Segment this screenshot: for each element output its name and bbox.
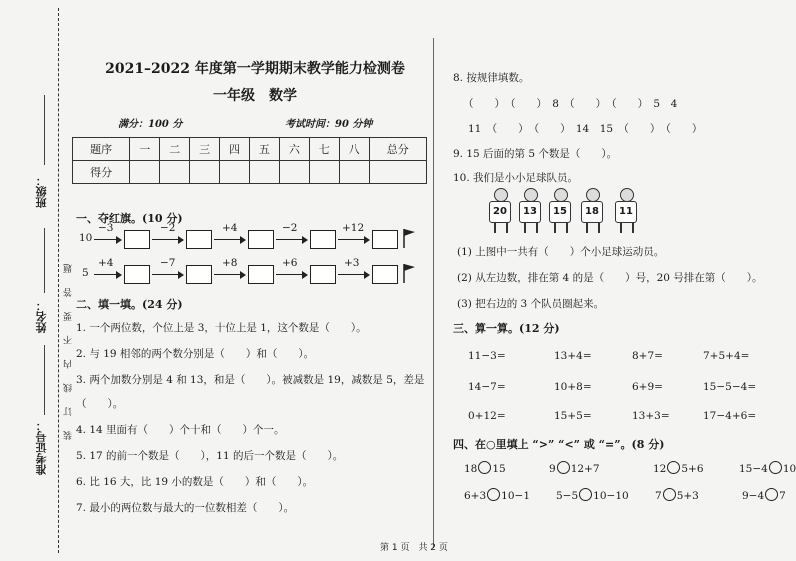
name-field[interactable] (44, 228, 45, 293)
score-row-label: 得分 (73, 161, 130, 184)
red-flag-icon (402, 228, 416, 248)
full-score: 满分：100 分 (118, 119, 183, 130)
compare-item (742, 488, 786, 502)
flag-chain-1 (76, 222, 426, 256)
player-figure (614, 188, 638, 234)
compare-item (464, 488, 530, 502)
exam-title: 2021–2022 年度第一学期期末教学能力检测卷 (105, 61, 405, 77)
calc-item: 6+9= (632, 381, 663, 393)
q10-part2: (2) 从左边数，排在第 4 的是（ ）号，20 号排在第（ ）。 (457, 272, 763, 284)
compare-left: 6+3 (464, 490, 487, 502)
fill-question: 6. 比 16 大，比 19 小的数是（ ）和（ ）。 (76, 476, 314, 488)
score-table-header-row (73, 138, 427, 161)
compare-right: 12+7 (570, 463, 600, 475)
chain2-op: +3 (344, 257, 360, 269)
compare-item (464, 461, 506, 475)
compare-circle[interactable] (765, 488, 778, 501)
exam-subtitle: 一年级 数学 (213, 88, 297, 104)
section1-title: 一、夺红旗。(10 分) (76, 212, 183, 225)
fill-question: （ ）。 (76, 398, 124, 410)
seal-notice: 装 订 线 内 不 要 答 题 (64, 257, 74, 440)
answer-box[interactable] (372, 265, 398, 284)
arrow-icon (152, 274, 182, 275)
score-header-cell: 总分 (369, 138, 426, 161)
answer-box[interactable] (310, 265, 336, 284)
player-number: 15 (549, 201, 571, 223)
compare-circle[interactable] (579, 488, 592, 501)
arrow-icon (214, 274, 244, 275)
compare-right: 10−10 (593, 490, 629, 502)
calc-item: 14−7= (468, 381, 506, 393)
compare-circle[interactable] (769, 461, 782, 474)
answer-box[interactable] (124, 265, 150, 284)
compare-left: 12 (653, 463, 667, 475)
calc-item: 0+12= (468, 410, 506, 422)
fill-question: 7. 最小的两位数与最大的一位数相差（ ）。 (76, 502, 295, 514)
compare-circle[interactable] (557, 461, 570, 474)
fill-question: 5. 17 的前一个数是（ ），11 的后一个数是（ ）。 (76, 450, 344, 462)
class-label: 班级： (35, 175, 48, 208)
score-cell[interactable] (309, 161, 339, 184)
arrow-icon (152, 239, 182, 240)
arrow-icon (338, 274, 368, 275)
answer-box[interactable] (186, 265, 212, 284)
q10-part3: (3) 把右边的 3 个队员圈起来。 (457, 298, 605, 310)
calc-item: 7+5+4= (703, 350, 750, 362)
fill-question: 1. 一个两位数，个位上是 3，十位上是 1，这个数是（ ）。 (76, 322, 367, 334)
section3-title: 三、算一算。(12 分) (453, 322, 560, 335)
calc-item: 15−5−4= (703, 381, 757, 393)
score-header-cell: 题序 (73, 138, 130, 161)
fill-question: 3. 两个加数分别是 4 和 13，和是（ ）。被减数是 19，减数是 5，差是 (76, 374, 425, 386)
compare-item (655, 488, 699, 502)
chain2-op: +4 (98, 257, 114, 269)
calc-item: 17−4+6= (703, 410, 757, 422)
arrow-icon (94, 274, 120, 275)
score-header-cell: 四 (220, 138, 250, 161)
column-divider (433, 38, 434, 548)
class-field[interactable] (44, 95, 45, 165)
player-number: 13 (519, 201, 541, 223)
compare-left: 9 (549, 463, 556, 475)
binding-dashed-line (58, 8, 59, 553)
section2-title: 二、填一填。(24 分) (76, 298, 183, 311)
compare-right: 7 (779, 490, 786, 502)
player-figure (580, 188, 604, 234)
chain2-start: 5 (82, 267, 89, 279)
compare-circle[interactable] (663, 488, 676, 501)
player-figure (518, 188, 542, 234)
calc-item: 13+4= (554, 350, 592, 362)
calc-item: 11−3= (468, 350, 506, 362)
compare-item (739, 461, 796, 475)
player-number: 18 (581, 201, 603, 223)
compare-left: 18 (464, 463, 478, 475)
score-header-cell: 六 (279, 138, 309, 161)
arrow-icon (276, 239, 306, 240)
calc-item: 15+5= (554, 410, 592, 422)
answer-box[interactable] (372, 230, 398, 249)
chain1-op: −2 (160, 222, 176, 234)
chain2-op: −7 (160, 257, 176, 269)
chain1-op: +12 (342, 222, 365, 234)
compare-circle[interactable] (667, 461, 680, 474)
score-header-cell: 五 (249, 138, 279, 161)
score-table (72, 137, 427, 184)
compare-right: 5+3 (676, 490, 699, 502)
q9: 9. 15 后面的第 5 个数是（ ）。 (453, 148, 618, 160)
score-cell[interactable] (130, 161, 160, 184)
compare-right: 15 (492, 463, 506, 475)
compare-left: 9−4 (742, 490, 765, 502)
compare-item (556, 488, 629, 502)
fill-question: 2. 与 19 相邻的两个数分别是（ ）和（ ）。 (76, 348, 315, 360)
score-cell[interactable] (339, 161, 369, 184)
compare-item (549, 461, 600, 475)
q8-sequence-2: 11 （ ） （ ） 14 15 （ ） （ ） (468, 123, 703, 135)
q8-title: 8. 按规律填数。 (453, 72, 530, 84)
calc-item: 10+8= (554, 381, 592, 393)
answer-box[interactable] (248, 265, 274, 284)
answer-box[interactable] (248, 230, 274, 249)
q10-title: 10. 我们是小小足球队员。 (453, 172, 579, 184)
score-header-cell: 二 (160, 138, 190, 161)
compare-left: 15−4 (739, 463, 768, 475)
score-cell[interactable] (220, 161, 250, 184)
answer-box[interactable] (310, 230, 336, 249)
chain1-op: −3 (98, 222, 114, 234)
binding-margin (0, 0, 74, 561)
chain1-start: 10 (79, 232, 93, 244)
score-cell[interactable] (190, 161, 220, 184)
compare-item (653, 461, 704, 475)
compare-circle[interactable] (487, 488, 500, 501)
answer-box[interactable] (186, 230, 212, 249)
score-cell[interactable] (160, 161, 190, 184)
fill-question: 4. 14 里面有（ ）个十和（ ）个一。 (76, 424, 285, 436)
compare-circle[interactable] (478, 461, 491, 474)
player-figure (488, 188, 512, 234)
score-header-cell: 三 (190, 138, 220, 161)
player-figure (548, 188, 572, 234)
q10-part1: (1) 上图中一共有（ ）个小足球运动员。 (457, 246, 665, 258)
id-field[interactable] (44, 345, 45, 415)
score-cell[interactable] (369, 161, 426, 184)
compare-left: 7 (655, 490, 662, 502)
flag-chain-2 (76, 257, 426, 291)
calc-item: 13+3= (632, 410, 670, 422)
score-header-cell: 一 (130, 138, 160, 161)
arrow-icon (338, 239, 368, 240)
arrow-icon (214, 239, 244, 240)
arrow-icon (94, 239, 120, 240)
calc-item: 8+7= (632, 350, 663, 362)
compare-right: 5+6 (681, 463, 704, 475)
name-label: 姓名： (35, 300, 48, 333)
compare-right: 10−1 (501, 490, 531, 502)
score-cell[interactable] (249, 161, 279, 184)
exam-time: 考试时间：90 分钟 (285, 119, 373, 130)
football-players-illustration (488, 188, 648, 236)
page-footer: 第 1 页 共 2 页 (380, 543, 448, 553)
chain2-op: +6 (282, 257, 298, 269)
q8-sequence-1: （ ） （ ） 8 （ ） （ ） 5 4 (463, 98, 678, 110)
chain1-op: −2 (282, 222, 298, 234)
compare-left: 5−5 (556, 490, 579, 502)
score-table-score-row (73, 161, 427, 184)
player-number: 20 (489, 201, 511, 223)
chain1-op: +4 (222, 222, 238, 234)
score-header-cell: 八 (339, 138, 369, 161)
player-number: 11 (615, 201, 637, 223)
score-header-cell: 七 (309, 138, 339, 161)
score-cell[interactable] (279, 161, 309, 184)
red-flag-icon (402, 263, 416, 283)
chain2-op: +8 (222, 257, 238, 269)
answer-box[interactable] (124, 230, 150, 249)
compare-right: 10 (782, 463, 796, 475)
arrow-icon (276, 274, 306, 275)
id-label: 准考证号： (35, 420, 48, 475)
section4-title: 四、在○里填上 “>” “<” 或 “=”。(8 分) (453, 438, 665, 451)
